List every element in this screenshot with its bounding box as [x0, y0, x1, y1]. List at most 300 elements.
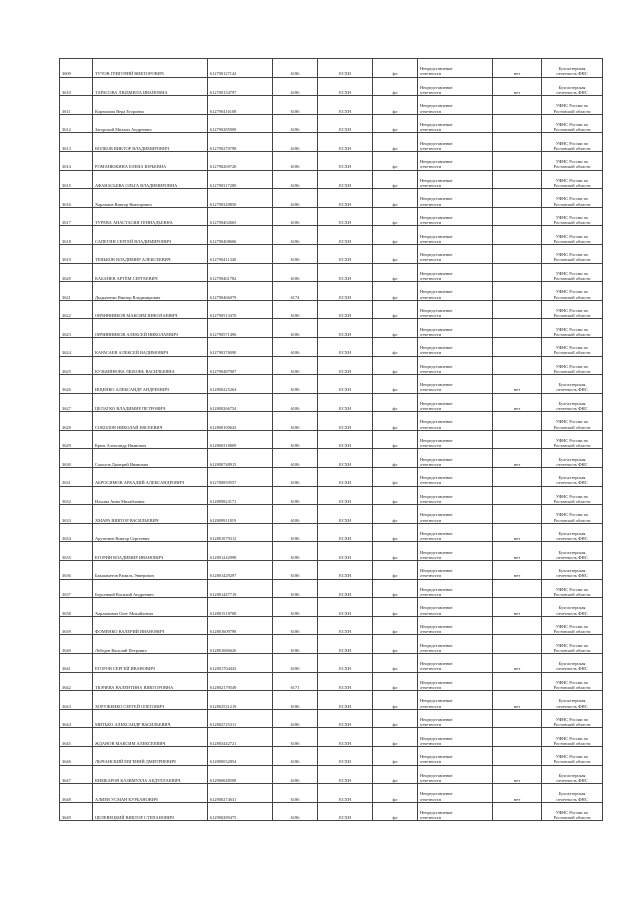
violation-line: Непредставление [420, 754, 453, 760]
okved-code: 6186 [273, 542, 318, 561]
table-row [60, 207, 603, 226]
source-line: УФНС России по [555, 121, 589, 127]
taxpayer-name: ЦЕЛЕВЕЦКИЙ ВИКТОР СТЕПАНОВИЧ [93, 802, 208, 821]
violation [418, 635, 493, 654]
taxpayer-inn: 612790285909 [208, 114, 273, 133]
taxpayer-name: ИЩЕНКО АЛЕКСАНДР АНДРЕЕВИЧ [93, 375, 208, 394]
violation-line: отчетности [420, 796, 442, 802]
source [542, 672, 603, 691]
source-line: Бухгалтерская [558, 84, 586, 90]
violation [418, 263, 493, 282]
tax-regime: ЕСХН [318, 263, 373, 282]
tax-regime: ЕСХН [318, 356, 373, 375]
violation [418, 96, 493, 115]
taxpayer-inn: 612809911819 [208, 505, 273, 524]
source-line: Ростовской области [553, 722, 591, 728]
violation-line: Непредставление [420, 326, 453, 332]
violation-line: отчетности [420, 629, 442, 635]
source-line: УФНС России по [555, 214, 589, 220]
taxpayer-type: фл [373, 486, 418, 505]
tax-regime: ЕСХН [318, 579, 373, 598]
violation-line: отчетности [420, 461, 442, 467]
flag [493, 189, 542, 208]
row-number: 3613 [60, 133, 93, 152]
okved-code: 6186 [273, 337, 318, 356]
tax-regime: ЕСХН [318, 784, 373, 803]
violation-line: Непредставление [420, 438, 453, 444]
tax-regime: ЕСХН [318, 654, 373, 673]
source [542, 728, 603, 747]
taxpayer-name: АФАНАСЬЕВА ОЛЬГА ВЛАДИМИРОВНА [93, 170, 208, 189]
violation-line: отчетности [420, 350, 442, 356]
okved-code: 6186 [273, 133, 318, 152]
flag: нет [493, 784, 542, 803]
source-line: отчетность ФНС [556, 777, 588, 783]
violation-line: Непредставление [420, 84, 453, 90]
tax-regime: ЕСХН [318, 802, 373, 821]
source-line: УФНС России по [555, 289, 589, 295]
violation-line: отчетности [420, 759, 442, 765]
taxpayer-type: фл [373, 542, 418, 561]
violation-line: отчетности [420, 424, 442, 430]
taxpayer-type: фл [373, 151, 418, 170]
taxpayer-name: ХМАРА ВИКТОР ВАСИЛЬЕВИЧ [93, 505, 208, 524]
flag: нет [493, 449, 542, 468]
taxpayer-type: фл [373, 393, 418, 412]
row-number: 3628 [60, 412, 93, 431]
taxpayer-inn: 612790513470 [208, 300, 273, 319]
taxpayer-name: ОВЧИННИКОВ МАКСИМ НИКОЛАЕВИЧ [93, 300, 208, 319]
tax-regime: ЕСХН [318, 709, 373, 728]
flag [493, 207, 542, 226]
table-row [60, 226, 603, 245]
flag: нет [493, 375, 542, 394]
violation [418, 486, 493, 505]
okved-code: 6186 [273, 468, 318, 487]
source-line: отчетность ФНС [556, 573, 588, 579]
source [542, 282, 603, 301]
violation-line: отчетности [420, 443, 442, 449]
taxpayer-name: Бакшаметов Рамиль Энверович [93, 561, 208, 580]
okved-code: 6186 [273, 151, 318, 170]
tax-regime: ЕСХН [318, 486, 373, 505]
flag: нет [493, 393, 542, 412]
violation-line: Непредставление [420, 233, 453, 239]
tax-regime: ЕСХН [318, 765, 373, 784]
violation [418, 561, 493, 580]
violation-line: Непредставление [420, 624, 453, 629]
taxpayer-inn: 612801242998 [208, 542, 273, 561]
okved-code: 6186 [273, 263, 318, 282]
violation-line: Непредставление [420, 196, 453, 202]
source [542, 709, 603, 728]
register-sheet [59, 58, 591, 850]
okved-code: 6186 [273, 244, 318, 263]
table-row [60, 170, 603, 189]
source [542, 393, 603, 412]
taxpayer-inn: 612700127142 [208, 59, 273, 78]
okved-code: 6186 [273, 523, 318, 542]
violation-line: Непредставление [420, 568, 453, 574]
taxpayer-name: Арутюнов Виктор Сергеевич [93, 523, 208, 542]
source [542, 337, 603, 356]
violation [418, 468, 493, 487]
flag: нет [493, 523, 542, 542]
taxpayer-name: Харламов Виктор Викторович [93, 189, 208, 208]
table-row [60, 654, 603, 673]
violation [418, 654, 493, 673]
taxpayer-inn: 612802531219 [208, 691, 273, 710]
source-line: УФНС России по [555, 716, 589, 722]
table-row [60, 244, 603, 263]
table-row [60, 189, 603, 208]
tax-regime: ЕСХН [318, 207, 373, 226]
source [542, 746, 603, 765]
tax-regime: ЕСХН [318, 505, 373, 524]
source-line: УФНС России по [555, 103, 589, 109]
violation-line: Непредставление [420, 791, 453, 797]
row-number: 3616 [60, 189, 93, 208]
taxpayer-name: ТЕНЬКОВ ВЛАДИМИР АЛЕКСЕЕВИЧ [93, 244, 208, 263]
violation-line: отчетности [420, 777, 442, 783]
source [542, 542, 603, 561]
table-row [60, 151, 603, 170]
violation-line: Непредставление [420, 252, 453, 258]
source-line: УФНС России по [555, 754, 589, 760]
taxpayer-type: фл [373, 802, 418, 821]
taxpayer-type: фл [373, 244, 418, 263]
source-line: Бухгалтерская [558, 475, 586, 481]
table-row [60, 598, 603, 617]
taxpayer-inn: 612790329850 [208, 189, 273, 208]
row-number: 3612 [60, 114, 93, 133]
taxpayer-name: АЛИЕВ УСМАН КУРБАНОВИЧ [93, 784, 208, 803]
table-row [60, 337, 603, 356]
violation-line: отчетности [420, 331, 442, 337]
source [542, 523, 603, 542]
row-number: 3610 [60, 77, 93, 96]
violation-line: отчетности [420, 313, 442, 319]
violation [418, 300, 493, 319]
source-line: отчетность ФНС [556, 461, 588, 467]
source-line: Бухгалтерская [558, 568, 586, 574]
violation-line: отчетности [420, 703, 442, 709]
tax-regime: ЕСХН [318, 691, 373, 710]
source-line: Ростовской области [553, 647, 591, 653]
flag: нет [493, 561, 542, 580]
violation [418, 523, 493, 542]
violation-line: отчетности [420, 536, 442, 542]
taxpayer-inn: 612809823171 [208, 486, 273, 505]
violation-line: Непредставление [420, 512, 453, 518]
taxpayer-type: фл [373, 356, 418, 375]
taxpayer-inn: 612803442721 [208, 728, 273, 747]
source [542, 114, 603, 133]
violation [418, 226, 493, 245]
source [542, 635, 603, 654]
taxpayer-name: ТАРАСОВА ЛЮДМИЛА ИВАНОВНА [93, 77, 208, 96]
violation [418, 393, 493, 412]
taxpayer-name: Харламович Олег Михайлович [93, 598, 208, 617]
violation-line: отчетности [420, 387, 442, 393]
taxpayer-type: фл [373, 579, 418, 598]
source-line: отчетность ФНС [556, 666, 588, 672]
okved-code: 6186 [273, 114, 318, 133]
violation [418, 412, 493, 431]
okved-code: 6186 [273, 207, 318, 226]
row-number: 3648 [60, 784, 93, 803]
source-line: Ростовской области [553, 275, 591, 281]
okved-code: 6186 [273, 375, 318, 394]
row-number: 3636 [60, 561, 93, 580]
source-line: Бухгалтерская [558, 661, 586, 667]
taxpayer-inn: 612790411340 [208, 244, 273, 263]
row-number: 3620 [60, 263, 93, 282]
taxpayer-inn: 612790571496 [208, 319, 273, 338]
tax-regime: ЕСХН [318, 393, 373, 412]
violation-line: Непредставление [420, 475, 453, 481]
tax-regime: ЕСХН [318, 226, 373, 245]
taxpayer-inn: 612801079312 [208, 523, 273, 542]
violation [418, 375, 493, 394]
violation-line: отчетности [420, 145, 442, 151]
violation-line: Непредставление [420, 382, 453, 388]
register-body [60, 59, 603, 821]
okved-code: 6186 [273, 449, 318, 468]
violation [418, 598, 493, 617]
source [542, 654, 603, 673]
taxpayer-name: КАБАНЕВ АРТЁМ СЕРГЕЕВИЧ [93, 263, 208, 282]
okved-code: 6186 [273, 765, 318, 784]
okved-code: 6186 [273, 561, 318, 580]
tax-regime: ЕСХН [318, 430, 373, 449]
taxpayer-type: фл [373, 635, 418, 654]
violation-line: Непредставление [420, 121, 453, 127]
table-row [60, 709, 603, 728]
row-number: 3643 [60, 691, 93, 710]
row-number: 3619 [60, 244, 93, 263]
violation-line: отчетности [420, 127, 442, 133]
source [542, 449, 603, 468]
violation-line: отчетности [420, 480, 442, 486]
violation-line: отчетности [420, 554, 442, 560]
taxpayer-inn: 612790461782 [208, 263, 273, 282]
okved-code: 6186 [273, 430, 318, 449]
source [542, 96, 603, 115]
flag [493, 263, 542, 282]
violation-line: Непредставление [420, 214, 453, 220]
taxpayer-type: фл [373, 709, 418, 728]
row-number: 3638 [60, 598, 93, 617]
violation-line: Непредставление [420, 66, 453, 72]
taxpayer-type: фл [373, 430, 418, 449]
flag [493, 728, 542, 747]
source [542, 691, 603, 710]
table-row [60, 691, 603, 710]
violation-line: отчетности [420, 164, 442, 170]
taxpayer-name: ТУТОВ ГРИГОРИЙ ВИКТОРОВИЧ [93, 59, 208, 78]
table-row [60, 300, 603, 319]
table-row [60, 430, 603, 449]
taxpayer-type: фл [373, 263, 418, 282]
taxpayer-name: Берсенкий Василий Андреевич [93, 579, 208, 598]
taxpayer-type: фл [373, 170, 418, 189]
violation [418, 802, 493, 821]
table-row [60, 263, 603, 282]
tax-regime: ЕСХН [318, 244, 373, 263]
violation [418, 579, 493, 598]
violation-line: Непредставление [420, 159, 453, 165]
violation-line: Непредставление [420, 140, 453, 146]
table-row [60, 375, 603, 394]
violation-line: отчетности [420, 368, 442, 374]
source-line: отчетность ФНС [556, 387, 588, 393]
row-number: 3640 [60, 635, 93, 654]
source [542, 412, 603, 431]
taxpayer-type: фл [373, 728, 418, 747]
source [542, 784, 603, 803]
taxpayer-name: ТУРЕВА АНАСТАСИЯ ГЕННАДЬЕВНА [93, 207, 208, 226]
source-line: отчетность ФНС [556, 71, 588, 77]
okved-code: 6186 [273, 189, 318, 208]
source [542, 244, 603, 263]
taxpayer-type: фл [373, 59, 418, 78]
okved-code: 6186 [273, 784, 318, 803]
source-line: Бухгалтерская [558, 531, 586, 537]
source-line: Бухгалтерская [558, 698, 586, 704]
taxpayer-name: ХОРУЖЕНКО СЕРГЕЙ ОЛЕГОВИЧ [93, 691, 208, 710]
source-line: отчетность ФНС [556, 796, 588, 802]
taxpayer-name: ВОЛКОВ ВИКТОР ВЛАДИМИРОВИЧ [93, 133, 208, 152]
violation-line: отчетности [420, 647, 442, 653]
violation [418, 59, 493, 78]
taxpayer-type: фл [373, 282, 418, 301]
tax-regime: ЕСХН [318, 375, 373, 394]
violation-line: Непредставление [420, 809, 453, 815]
table-row [60, 319, 603, 338]
taxpayer-type: фл [373, 691, 418, 710]
violation [418, 189, 493, 208]
flag [493, 802, 542, 821]
source-line: Ростовской области [553, 220, 591, 226]
okved-code: 6186 [273, 356, 318, 375]
okved-code: 6186 [273, 300, 318, 319]
row-number: 3641 [60, 654, 93, 673]
violation [418, 784, 493, 803]
taxpayer-name: ЕГОРИН ВЛАДИМИР ИВАНОВИЧ [93, 542, 208, 561]
taxpayer-name: ФОМЕНКО ВАЛЕРИЙ ИВАНОВИЧ [93, 616, 208, 635]
source-line: отчетность ФНС [556, 480, 588, 486]
okved-code: 6186 [273, 505, 318, 524]
okved-code: 6186 [273, 319, 318, 338]
violation-line: отчетности [420, 182, 442, 188]
taxpayer-inn: 612790317280 [208, 170, 273, 189]
source-line: УФНС России по [555, 196, 589, 202]
row-number: 3632 [60, 486, 93, 505]
taxpayer-inn: 612790402665 [208, 207, 273, 226]
taxpayer-type: фл [373, 226, 418, 245]
source-line: Ростовской области [553, 313, 591, 319]
tax-regime: ЕСХН [318, 412, 373, 431]
violation-line: отчетности [420, 517, 442, 523]
row-number: 3633 [60, 505, 93, 524]
source-line: Ростовской области [553, 443, 591, 449]
source-line: УФНС России по [555, 512, 589, 518]
row-number: 3623 [60, 319, 93, 338]
flag [493, 114, 542, 133]
source [542, 802, 603, 821]
violation-line: Непредставление [420, 716, 453, 722]
okved-code: 6186 [273, 226, 318, 245]
taxpayer-inn: 612800748915 [208, 449, 273, 468]
row-number: 3646 [60, 746, 93, 765]
flag [493, 672, 542, 691]
source [542, 151, 603, 170]
taxpayer-type: фл [373, 654, 418, 673]
row-number: 3639 [60, 616, 93, 635]
taxpayer-inn: 612900274631 [208, 784, 273, 803]
source-line: Ростовской области [553, 257, 591, 263]
violation-line: Непредставление [420, 400, 453, 406]
table-row [60, 765, 603, 784]
taxpayer-inn: 612700154797 [208, 77, 273, 96]
tax-regime: ЕСХН [318, 151, 373, 170]
violation-line: Непредставление [420, 642, 453, 648]
source-line: Бухгалтерская [558, 549, 586, 555]
taxpayer-inn: 612800266754 [208, 393, 273, 412]
taxpayer-name: ТКАЧЕВА ВАЛЕНТИНА ВИКТОРОВНА [93, 672, 208, 691]
taxpayer-type: фл [373, 561, 418, 580]
source [542, 77, 603, 96]
taxpayer-inn: 612800318809 [208, 430, 273, 449]
tax-regime: ЕСХН [318, 133, 373, 152]
okved-code: 6186 [273, 412, 318, 431]
okved-code: 6186 [273, 77, 318, 96]
violation [418, 505, 493, 524]
tax-regime: ЕСХН [318, 635, 373, 654]
taxpayer-type: фл [373, 375, 418, 394]
row-number: 3647 [60, 765, 93, 784]
source-line: отчетность ФНС [556, 554, 588, 560]
source-line: УФНС России по [555, 270, 589, 276]
table-row [60, 96, 603, 115]
tax-regime: ЕСХН [318, 59, 373, 78]
violation [418, 244, 493, 263]
taxpayer-inn: 612790487907 [208, 356, 273, 375]
flag: нет [493, 598, 542, 617]
table-row [60, 468, 603, 487]
taxpayer-name: РОМАНЮКИНА ЕЛЕНА ЮРЬЕВНА [93, 151, 208, 170]
taxpayer-type: фл [373, 505, 418, 524]
okved-code: 6186 [273, 728, 318, 747]
okved-code: 6186 [273, 746, 318, 765]
violation [418, 319, 493, 338]
violation-line: отчетности [420, 722, 442, 728]
table-row [60, 802, 603, 821]
violation-line: Непредставление [420, 661, 453, 667]
violation [418, 709, 493, 728]
source-line: УФНС России по [555, 233, 589, 239]
violation-line: отчетности [420, 684, 442, 690]
table-row [60, 672, 603, 691]
source-line: Ростовской области [553, 201, 591, 207]
source-line: УФНС России по [555, 140, 589, 146]
source-line: УФНС России по [555, 345, 589, 351]
table-row [60, 282, 603, 301]
row-number: 3611 [60, 96, 93, 115]
violation-line: отчетности [420, 815, 442, 821]
source-line: Ростовской области [553, 238, 591, 244]
